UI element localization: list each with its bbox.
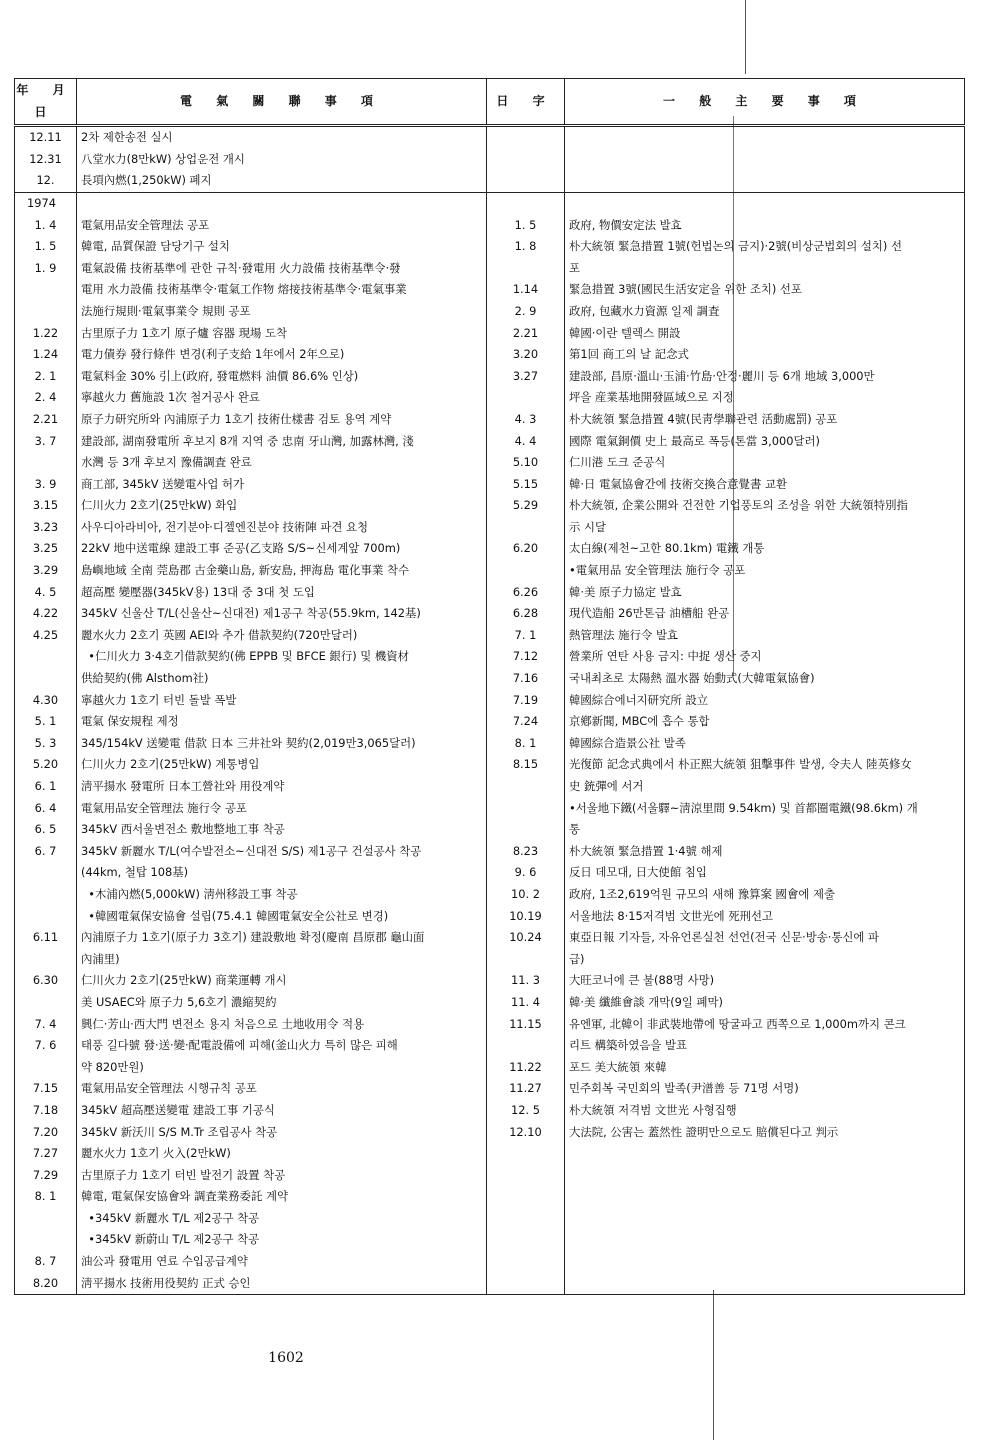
table-body bbox=[15, 126, 965, 1295]
row-general-event: 緊急措置 3號(國民生活安定을 위한 조치) 선포 bbox=[565, 279, 965, 301]
row-electric-event: 345kV 西서울변전소 敷地整地工事 착공 bbox=[77, 819, 487, 841]
row-electric-event: 供給契約(佛 Alsthom社) bbox=[77, 668, 487, 690]
row-electric-event: 淸平揚水 發電所 日本工營社와 用役계약 bbox=[77, 776, 487, 798]
row-day: 1. 5 bbox=[487, 215, 565, 237]
row-electric-event: 韓電, 品質保證 담당기구 설치 bbox=[77, 236, 487, 258]
row-electric-event: 麗水火力 1호기 火入(2만kW) bbox=[77, 1143, 487, 1165]
table-row bbox=[15, 668, 965, 690]
row-electric-event: 電用 水力設備 技術基準令·電氣工作物 熔接技術基準令·電氣事業 bbox=[77, 279, 487, 301]
row-date: 5.20 bbox=[15, 754, 77, 776]
row-date: 5. 3 bbox=[15, 733, 77, 755]
row-day: 2.21 bbox=[487, 323, 565, 345]
row-general-event: 國際 電氣銅價 史上 最高로 폭등(톤當 3,000달러) bbox=[565, 431, 965, 453]
table-row bbox=[15, 690, 965, 712]
row-general-event: 朴大統領 緊急措置 4號(民靑學聯관련 活動處罰) 공포 bbox=[565, 409, 965, 431]
row-electric-event: 仁川火力 2호기(25만kW) 商業運轉 개시 bbox=[77, 970, 487, 992]
row-day: 10.19 bbox=[487, 906, 565, 928]
table-row bbox=[15, 431, 965, 453]
row-electric-event: 油公과 發電用 연료 수입공급계약 bbox=[77, 1251, 487, 1273]
row-general-event: •서울地下鐵(서울驛~淸涼里間 9.54km) 및 首都圈電鐵(98.6km) 개 bbox=[565, 798, 965, 820]
row-electric-event: 八堂水力(8만kW) 상업운전 개시 bbox=[77, 149, 487, 171]
row-date: 4.22 bbox=[15, 603, 77, 625]
row-general-event: 국내최초로 太陽熱 溫水器 始動式(大韓電氣協會) bbox=[565, 668, 965, 690]
row-electric-event: 法施行規則·電氣事業令 規則 공포 bbox=[77, 301, 487, 323]
table-row bbox=[15, 538, 965, 560]
row-date: 4. 5 bbox=[15, 582, 77, 604]
row-electric-event: 345kV 신울산 T/L(신울산~신대전) 제1공구 착공(55.9km, 142基) bbox=[77, 603, 487, 625]
row-electric-event: 2차 제한송전 실시 bbox=[77, 126, 487, 149]
row-general-event bbox=[565, 192, 965, 214]
table-row bbox=[15, 927, 965, 949]
row-electric-event: 寧越火力 舊施設 1次 철거공사 완료 bbox=[77, 387, 487, 409]
table-row bbox=[15, 1035, 965, 1057]
header-day: 日 字 bbox=[487, 79, 565, 126]
table-row bbox=[15, 452, 965, 474]
table-row bbox=[15, 1143, 965, 1165]
row-date: 7.29 bbox=[15, 1165, 77, 1187]
row-general-event: 朴大統領 저격범 文世光 사형집행 bbox=[565, 1100, 965, 1122]
row-date: 8. 7 bbox=[15, 1251, 77, 1273]
row-electric-event: 345kV 新沃川 S/S M.Tr 조립공사 착공 bbox=[77, 1122, 487, 1144]
row-electric-event: 電氣用品安全管理法 施行令 공포 bbox=[77, 798, 487, 820]
row-date: 7. 6 bbox=[15, 1035, 77, 1057]
row-date: 1. 4 bbox=[15, 215, 77, 237]
row-general-event: 政府, 包藏水力資源 일제 調査 bbox=[565, 301, 965, 323]
row-day: 8.23 bbox=[487, 841, 565, 863]
row-date: 6. 1 bbox=[15, 776, 77, 798]
row-date: 6.11 bbox=[15, 927, 77, 949]
row-day bbox=[487, 192, 565, 214]
row-electric-event: 麗水火力 2호기 英國 AEI와 추가 借款契約(720만달러) bbox=[77, 625, 487, 647]
row-general-event bbox=[565, 1273, 965, 1295]
row-day: 1.14 bbox=[487, 279, 565, 301]
table-row bbox=[15, 495, 965, 517]
row-general-event: 政府, 物價安定法 발효 bbox=[565, 215, 965, 237]
row-day: 11.22 bbox=[487, 1057, 565, 1079]
row-general-event: 營業所 연탄 사용 금지: 中捉 생산 중지 bbox=[565, 646, 965, 668]
row-electric-event: 古里原子力 1호기 터빈 발전기 設置 착공 bbox=[77, 1165, 487, 1187]
scan-line-top bbox=[745, 0, 746, 74]
row-electric-event: •仁川火力 3·4호기借款契約(佛 EPPB 및 BFCE 銀行) 및 機資材 bbox=[77, 646, 487, 668]
table-row bbox=[15, 1122, 965, 1144]
row-day bbox=[487, 798, 565, 820]
row-date: 3.29 bbox=[15, 560, 77, 582]
row-electric-event: 電力債券 發行條件 변경(利子支給 1年에서 2年으로) bbox=[77, 344, 487, 366]
row-general-event: 포드 美大統領 來韓 bbox=[565, 1057, 965, 1079]
row-electric-event: 超高壓 變壓器(345kV용) 13대 중 3대 첫 도입 bbox=[77, 582, 487, 604]
row-date: 5. 1 bbox=[15, 711, 77, 733]
row-date: 1.22 bbox=[15, 323, 77, 345]
table-row bbox=[15, 1100, 965, 1122]
row-general-event: 政府, 1조2,619억원 규모의 새해 豫算案 國會에 제출 bbox=[565, 884, 965, 906]
row-general-event: 太白線(제천~고한 80.1km) 電鐵 개통 bbox=[565, 538, 965, 560]
row-electric-event: 淸平揚水 技術用役契約 正式 승인 bbox=[77, 1273, 487, 1295]
table-row bbox=[15, 301, 965, 323]
row-day: 7.24 bbox=[487, 711, 565, 733]
row-electric-event: (44km, 철탑 108基) bbox=[77, 862, 487, 884]
row-date bbox=[15, 884, 77, 906]
row-day: 10.24 bbox=[487, 927, 565, 949]
row-date bbox=[15, 1229, 77, 1251]
table-row bbox=[15, 862, 965, 884]
row-electric-event: •345kV 新麗水 T/L 제2공구 착공 bbox=[77, 1208, 487, 1230]
row-general-event bbox=[565, 1251, 965, 1273]
row-electric-event: 345/154kV 送變電 借款 日本 三井社와 契約(2,019만3,065달러) bbox=[77, 733, 487, 755]
table-row bbox=[15, 754, 965, 776]
row-date bbox=[15, 949, 77, 971]
header-date: 年 月 日 bbox=[15, 79, 77, 126]
row-date: 3. 9 bbox=[15, 474, 77, 496]
table-row bbox=[15, 776, 965, 798]
row-general-event: 大法院, 公害는 蓋然性 證明만으로도 賠償된다고 判示 bbox=[565, 1122, 965, 1144]
row-date: 2. 4 bbox=[15, 387, 77, 409]
table-row bbox=[15, 625, 965, 647]
row-date bbox=[15, 1057, 77, 1079]
row-electric-event: 興仁·芳山·西大門 변전소 용지 처음으로 土地收用令 적용 bbox=[77, 1014, 487, 1036]
row-general-event bbox=[565, 149, 965, 171]
row-electric-event: 美 USAEC와 原子力 5,6호기 濃縮契約 bbox=[77, 992, 487, 1014]
row-day bbox=[487, 560, 565, 582]
row-general-event: 韓國·이란 텔렉스 開設 bbox=[565, 323, 965, 345]
year-label: 1974 bbox=[15, 192, 77, 214]
row-date: 2.21 bbox=[15, 409, 77, 431]
row-electric-event: 태풍 길다號 發·送·變·配電設備에 피해(釜山火力 특히 많은 피해 bbox=[77, 1035, 487, 1057]
row-date: 6.30 bbox=[15, 970, 77, 992]
table-row bbox=[15, 149, 965, 171]
row-date: 12.31 bbox=[15, 149, 77, 171]
row-electric-event: •345kV 新蔚山 T/L 제2공구 착공 bbox=[77, 1229, 487, 1251]
table-row bbox=[15, 215, 965, 237]
row-electric-event: 電氣用品安全管理法 시행규칙 공포 bbox=[77, 1078, 487, 1100]
table-row bbox=[15, 344, 965, 366]
row-electric-event: 內浦原子力 1호기(原子力 3호기) 建設敷地 확정(慶南 昌原郡 龜山面 bbox=[77, 927, 487, 949]
row-day: 6.26 bbox=[487, 582, 565, 604]
table-row bbox=[15, 560, 965, 582]
row-general-event: 韓·美 原子力協定 발효 bbox=[565, 582, 965, 604]
row-day bbox=[487, 149, 565, 171]
table-row bbox=[15, 798, 965, 820]
row-general-event: 現代造船 26만톤급 油槽船 완공 bbox=[565, 603, 965, 625]
row-general-event: 史 銃彈에 서거 bbox=[565, 776, 965, 798]
row-general-event: 大旺코너에 큰 불(88명 사망) bbox=[565, 970, 965, 992]
row-electric-event: 內浦里) bbox=[77, 949, 487, 971]
row-general-event: 東亞日報 기자들, 자유언론실천 선언(전국 신문·방송·통신에 파 bbox=[565, 927, 965, 949]
row-date: 7.20 bbox=[15, 1122, 77, 1144]
row-electric-event: 사우디아라비아, 전기분야·디젤엔진분야 技術陣 파견 요청 bbox=[77, 517, 487, 539]
table-row bbox=[15, 1273, 965, 1295]
table-row bbox=[15, 603, 965, 625]
row-day: 6.20 bbox=[487, 538, 565, 560]
table-row bbox=[15, 236, 965, 258]
row-day: 4. 4 bbox=[487, 431, 565, 453]
row-electric-event: 島嶼地域 全南 莞島郡 古金藥山島, 新安島, 押海島 電化事業 착수 bbox=[77, 560, 487, 582]
table-row bbox=[15, 1165, 965, 1187]
row-general-event: 유엔軍, 北韓이 非武裝地帶에 땅굴파고 西쪽으로 1,000m까지 콘크 bbox=[565, 1014, 965, 1036]
table-row bbox=[15, 970, 965, 992]
table-row bbox=[15, 366, 965, 388]
row-general-event: 光復節 記念式典에서 朴正熙大統領 狙擊事件 발생, 令夫人 陸英修女 bbox=[565, 754, 965, 776]
table-row bbox=[15, 733, 965, 755]
row-day: 1. 8 bbox=[487, 236, 565, 258]
row-date bbox=[15, 862, 77, 884]
row-day bbox=[487, 819, 565, 841]
row-electric-event: 電氣 保安規程 제정 bbox=[77, 711, 487, 733]
row-electric-event: 345kV 新麗水 T/L(여수발전소~신대전 S/S) 제1공구 건설공사 착공 bbox=[77, 841, 487, 863]
row-date: 4.25 bbox=[15, 625, 77, 647]
row-day bbox=[487, 1208, 565, 1230]
row-date: 3.15 bbox=[15, 495, 77, 517]
row-electric-event: 韓電, 電氣保安協會와 調査業務委託 계약 bbox=[77, 1186, 487, 1208]
row-general-event: 민주회복 국민회의 발족(尹潽善 등 71명 서명) bbox=[565, 1078, 965, 1100]
row-day bbox=[487, 1165, 565, 1187]
row-general-event: 朴大統領 緊急措置 1·4號 해제 bbox=[565, 841, 965, 863]
row-day: 9. 6 bbox=[487, 862, 565, 884]
row-general-event bbox=[565, 1208, 965, 1230]
table-row bbox=[15, 409, 965, 431]
row-day bbox=[487, 1143, 565, 1165]
row-general-event: 仁川港 도크 준공식 bbox=[565, 452, 965, 474]
row-general-event: 포 bbox=[565, 258, 965, 280]
row-general-event: 韓國綜合에너지研究所 設立 bbox=[565, 690, 965, 712]
row-date: 7.27 bbox=[15, 1143, 77, 1165]
row-day: 5.10 bbox=[487, 452, 565, 474]
row-electric-event: 電氣料金 30% 引上(政府, 發電燃料 油價 86.6% 인상) bbox=[77, 366, 487, 388]
row-date bbox=[15, 301, 77, 323]
row-date bbox=[15, 646, 77, 668]
row-date: 6. 5 bbox=[15, 819, 77, 841]
table-row bbox=[15, 258, 965, 280]
row-electric-event: 建設部, 湖南發電所 후보지 8개 지역 중 忠南 牙山灣, 加露林灣, 淺 bbox=[77, 431, 487, 453]
row-day: 11.15 bbox=[487, 1014, 565, 1036]
row-day bbox=[487, 1273, 565, 1295]
row-date: 2. 1 bbox=[15, 366, 77, 388]
row-electric-event: •韓國電氣保安協會 설립(75.4.1 韓國電氣安全公社로 변경) bbox=[77, 906, 487, 928]
row-electric-event: 寧越火力 1호기 터빈 돌발 폭발 bbox=[77, 690, 487, 712]
row-general-event: 反日 데모대, 日大使館 침입 bbox=[565, 862, 965, 884]
table-row bbox=[15, 992, 965, 1014]
row-general-event bbox=[565, 1143, 965, 1165]
row-date: 3. 7 bbox=[15, 431, 77, 453]
row-electric-event bbox=[77, 192, 487, 214]
row-electric-event: 仁川火力 2호기(25만kW) 계통병입 bbox=[77, 754, 487, 776]
row-day bbox=[487, 1251, 565, 1273]
row-date: 8. 1 bbox=[15, 1186, 77, 1208]
page-number: 1602 bbox=[268, 1350, 304, 1366]
chronology-table bbox=[14, 78, 965, 1295]
row-day: 3.27 bbox=[487, 366, 565, 388]
row-date bbox=[15, 906, 77, 928]
row-general-event: 建設部, 昌原·溫山·玉浦·竹島·안정·麗川 등 6개 地域 3,000만 bbox=[565, 366, 965, 388]
row-date bbox=[15, 1208, 77, 1230]
row-date: 7.18 bbox=[15, 1100, 77, 1122]
row-day: 2. 9 bbox=[487, 301, 565, 323]
row-date bbox=[15, 452, 77, 474]
row-electric-event: 345kV 超高壓送變電 建設工事 기공식 bbox=[77, 1100, 487, 1122]
table-row bbox=[15, 841, 965, 863]
header-electric-events: 電 氣 關 聯 事 項 bbox=[77, 79, 487, 126]
row-day bbox=[487, 170, 565, 192]
row-general-event bbox=[565, 126, 965, 149]
table-row bbox=[15, 387, 965, 409]
row-general-event: 坪을 産業基地開發區域으로 지정 bbox=[565, 387, 965, 409]
row-day bbox=[487, 1229, 565, 1251]
row-day: 12. 5 bbox=[487, 1100, 565, 1122]
row-electric-event: 長項內燃(1,250kW) 폐지 bbox=[77, 170, 487, 192]
table-header bbox=[15, 79, 965, 126]
table-row bbox=[15, 711, 965, 733]
row-day: 8.15 bbox=[487, 754, 565, 776]
row-electric-event: 약 820만원) bbox=[77, 1057, 487, 1079]
row-date: 6. 7 bbox=[15, 841, 77, 863]
row-general-event: 서울地法 8·15저격범 文世光에 死刑선고 bbox=[565, 906, 965, 928]
row-day: 7.16 bbox=[487, 668, 565, 690]
row-electric-event: 水灣 등 3개 후보지 豫備調査 완료 bbox=[77, 452, 487, 474]
row-day: 8. 1 bbox=[487, 733, 565, 755]
row-day: 7.19 bbox=[487, 690, 565, 712]
table-row bbox=[15, 279, 965, 301]
row-day: 6.28 bbox=[487, 603, 565, 625]
row-day: 10. 2 bbox=[487, 884, 565, 906]
row-date: 3.23 bbox=[15, 517, 77, 539]
table-row bbox=[15, 819, 965, 841]
row-general-event: 朴大統領 緊急措置 1號(헌법논의 금지)·2號(비상군법회의 설치) 선 bbox=[565, 236, 965, 258]
table-row bbox=[15, 949, 965, 971]
row-general-event: 熱管理法 施行令 발효 bbox=[565, 625, 965, 647]
table-row bbox=[15, 1186, 965, 1208]
table-row bbox=[15, 582, 965, 604]
row-general-event: 韓·美 纖維會談 개막(9일 폐막) bbox=[565, 992, 965, 1014]
row-date: 3.25 bbox=[15, 538, 77, 560]
table-row bbox=[15, 884, 965, 906]
row-date: 8.20 bbox=[15, 1273, 77, 1295]
row-electric-event: 22kV 地中送電線 建設工事 준공(乙支路 S/S~신세계앞 700m) bbox=[77, 538, 487, 560]
row-date: 1.24 bbox=[15, 344, 77, 366]
row-day: 5.15 bbox=[487, 474, 565, 496]
row-day: 5.29 bbox=[487, 495, 565, 517]
row-day: 11. 4 bbox=[487, 992, 565, 1014]
row-general-event: 급) bbox=[565, 949, 965, 971]
row-day bbox=[487, 126, 565, 149]
row-day bbox=[487, 1186, 565, 1208]
table-row bbox=[15, 1251, 965, 1273]
row-general-event bbox=[565, 170, 965, 192]
table-row bbox=[15, 1078, 965, 1100]
table-row bbox=[15, 323, 965, 345]
row-date: 7.15 bbox=[15, 1078, 77, 1100]
table-row bbox=[15, 517, 965, 539]
scan-line-bottom bbox=[713, 1290, 714, 1440]
row-general-event: 第1回 商工의 날 記念式 bbox=[565, 344, 965, 366]
row-electric-event: 原子力研究所와 內浦原子力 1호기 技術仕樣書 검토 용역 계약 bbox=[77, 409, 487, 431]
table-row bbox=[15, 1208, 965, 1230]
row-day: 7. 1 bbox=[487, 625, 565, 647]
row-day: 7.12 bbox=[487, 646, 565, 668]
table-row bbox=[15, 126, 965, 149]
row-electric-event: 電氣設備 技術基準에 관한 규칙·發電用 火力設備 技術基準令·發 bbox=[77, 258, 487, 280]
row-general-event: 朴大統領, 企業公開와 건전한 기업풍토의 조성을 위한 大統領特別指 bbox=[565, 495, 965, 517]
row-electric-event: 商工部, 345kV 送變電사업 허가 bbox=[77, 474, 487, 496]
row-date: 12.11 bbox=[15, 126, 77, 149]
row-day: 11.27 bbox=[487, 1078, 565, 1100]
row-general-event: 示 시달 bbox=[565, 517, 965, 539]
header-general-events: 一 般 主 要 事 項 bbox=[565, 79, 965, 126]
table-row bbox=[15, 170, 965, 192]
row-date: 1. 9 bbox=[15, 258, 77, 280]
table-row bbox=[15, 646, 965, 668]
row-date bbox=[15, 992, 77, 1014]
table-row bbox=[15, 1229, 965, 1251]
row-general-event: 리트 構築하였음을 발표 bbox=[565, 1035, 965, 1057]
row-general-event: 韓·日 電氣協會간에 技術交換合意覺書 교환 bbox=[565, 474, 965, 496]
row-general-event bbox=[565, 1186, 965, 1208]
row-general-event: •電氣用品 安全管理法 施行令 공포 bbox=[565, 560, 965, 582]
row-day bbox=[487, 949, 565, 971]
row-date: 6. 4 bbox=[15, 798, 77, 820]
row-general-event bbox=[565, 1229, 965, 1251]
row-day bbox=[487, 776, 565, 798]
row-day bbox=[487, 387, 565, 409]
row-electric-event: 古里原子力 1호기 原子爐 容器 現場 도착 bbox=[77, 323, 487, 345]
row-day bbox=[487, 1035, 565, 1057]
row-date bbox=[15, 279, 77, 301]
row-day: 4. 3 bbox=[487, 409, 565, 431]
row-electric-event: 電氣用品安全管理法 공포 bbox=[77, 215, 487, 237]
row-day: 11. 3 bbox=[487, 970, 565, 992]
row-day bbox=[487, 258, 565, 280]
row-date: 7. 4 bbox=[15, 1014, 77, 1036]
year-row bbox=[15, 192, 965, 214]
table-row bbox=[15, 1014, 965, 1036]
table-row bbox=[15, 906, 965, 928]
row-date: 1. 5 bbox=[15, 236, 77, 258]
row-date bbox=[15, 668, 77, 690]
row-date: 12. bbox=[15, 170, 77, 192]
row-general-event bbox=[565, 1165, 965, 1187]
row-electric-event: 仁川火力 2호기(25만kW) 화입 bbox=[77, 495, 487, 517]
row-general-event: 京鄕新聞, MBC에 흡수 통합 bbox=[565, 711, 965, 733]
row-day: 3.20 bbox=[487, 344, 565, 366]
row-general-event: 韓國綜合造景公社 발족 bbox=[565, 733, 965, 755]
row-day: 12.10 bbox=[487, 1122, 565, 1144]
row-general-event: 통 bbox=[565, 819, 965, 841]
table-row bbox=[15, 474, 965, 496]
table-row bbox=[15, 1057, 965, 1079]
row-electric-event: •木浦內燃(5,000kW) 淸州移設工事 착공 bbox=[77, 884, 487, 906]
row-day bbox=[487, 517, 565, 539]
row-date: 4.30 bbox=[15, 690, 77, 712]
